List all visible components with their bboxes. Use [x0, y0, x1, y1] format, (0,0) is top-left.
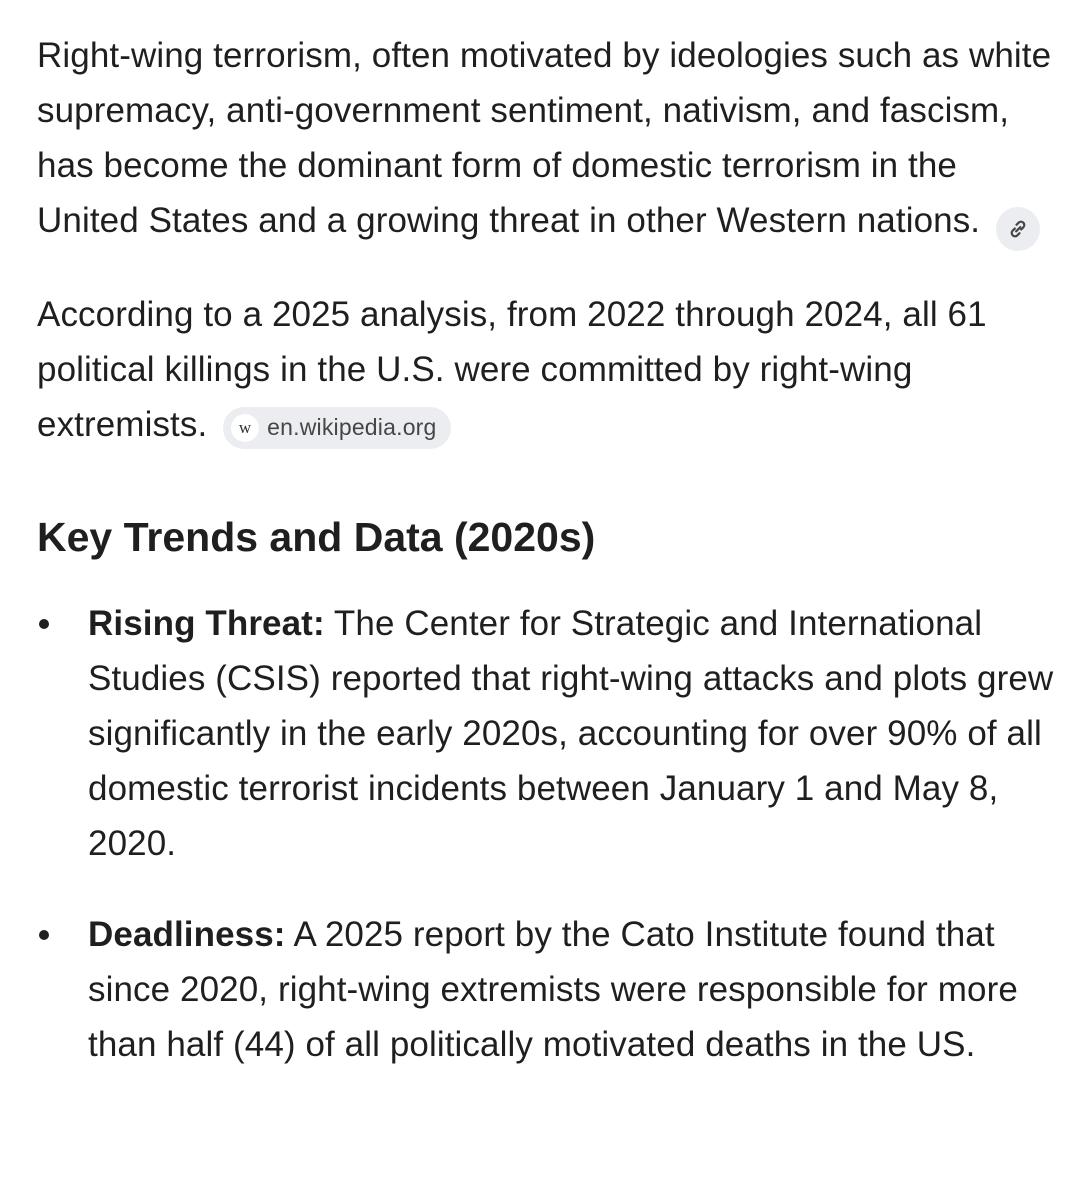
source-chip-label: en.wikipedia.org: [267, 414, 437, 440]
wikipedia-logo-icon: w: [231, 414, 259, 442]
list-item: [37, 907, 1055, 1072]
link-icon: [1007, 218, 1029, 240]
list-item: [37, 596, 1055, 871]
list-item-text: A 2025 report by the Cato Institute found that since 2020, right-wing extremists were responsible for more than half (44) of all politically motivated deaths in the US.: [88, 915, 1018, 1064]
analysis-paragraph: [37, 287, 1055, 452]
intro-paragraph-text: Right-wing terrorism, often motivated by ideologies such as white supremacy, anti-government sentiment, nativism, and fascism, has become the dominant form of domestic terrorism in the United States and a growing threat in other Western nations.: [37, 36, 1052, 240]
analysis-paragraph-text: According to a 2025 analysis, from 2022 through 2024, all 61 political killings in the U.S. were committed by right-wing extremists.: [37, 295, 987, 444]
list-item-label: Rising Threat:: [88, 604, 325, 643]
link-chip-button[interactable]: [996, 207, 1040, 251]
list-item-label: Deadliness:: [88, 915, 286, 954]
bullet-dot-icon: [39, 930, 49, 940]
section-heading: Key Trends and Data (2020s): [37, 514, 596, 560]
intro-paragraph: [37, 0, 1055, 251]
trends-list: [37, 596, 1055, 1072]
bullet-dot-icon: [39, 619, 49, 629]
list-item-text: The Center for Strategic and International Studies (CSIS) reported that right-wing attacks and plots grew significantly in the early 2020s, accounting for over 90% of all domestic terrorist incidents between January 1 and May 8, 2020.: [88, 604, 1054, 863]
source-chip-wikipedia[interactable]: [223, 407, 450, 449]
